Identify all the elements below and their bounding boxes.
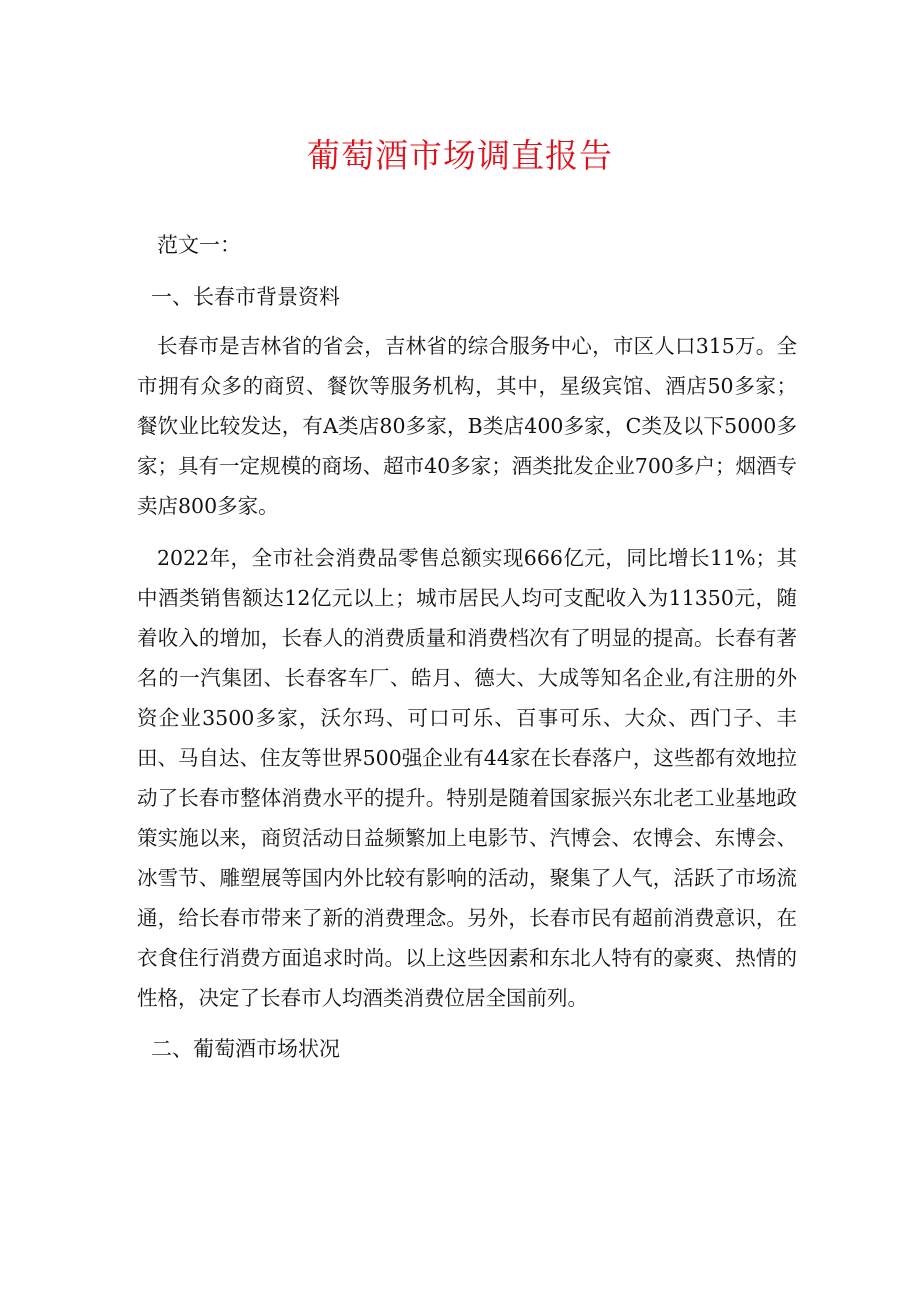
document-title: 葡萄酒市场调直报告 [307,136,613,175]
section-heading-background: 一、长春市背景资料 [151,285,340,309]
paragraph-consumption-2022: 2022年，全市社会消费品零售总额实现666亿元，同比增长11%；其中酒类销售额达12亿元以上；城市居民人均可支配收入为11350元，随着收入的增加，长春人的消费质量和消费档次有了明显的提高。长春有著名的一汽集团、长春客车厂、皓月、德大、大成等知名企业,有注册的外资企业3500多家，沃尔玛、可口可乐、百事可乐、大众、西门子、丰田、马自达、住友等世界500强企业有44家在长春落户，这些都有效地拉动了长春市整体消费水平的提升。特别是随着国家振兴东北老工业基地政策实施以来，商贸活动日益频繁加上电影节、汽博会、农博会、东博会、冰雪节、雕塑展等国内外比较有影响的活动，聚集了人气，活跃了市场流通，给长春市带来了新的消费理念。另外，长春市民有超前消费意识，在衣食住行消费方面追求时尚。以上这些因素和东北人特有的豪爽、热情的性格，决定了长春市人均酒类消费位居全国前列。 [137,546,797,1010]
document-body [137,226,797,1078]
paragraph-city-overview: 长春市是吉林省的省会，吉林省的综合服务中心，市区人口315万。全市拥有众多的商贸、餐饮等服务机构，其中，星级宾馆、酒店50多家；餐饮业比较发达，有A类店80多家，B类店400多家，C类及以下5000多家；具有一定规模的商场、超市40多家；酒类批发企业700多户；烟酒专卖店800多家。 [137,334,797,518]
sample-label: 范文一： [157,233,241,257]
section-heading-wine-market: 二、葡萄酒市场状况 [151,1037,340,1061]
